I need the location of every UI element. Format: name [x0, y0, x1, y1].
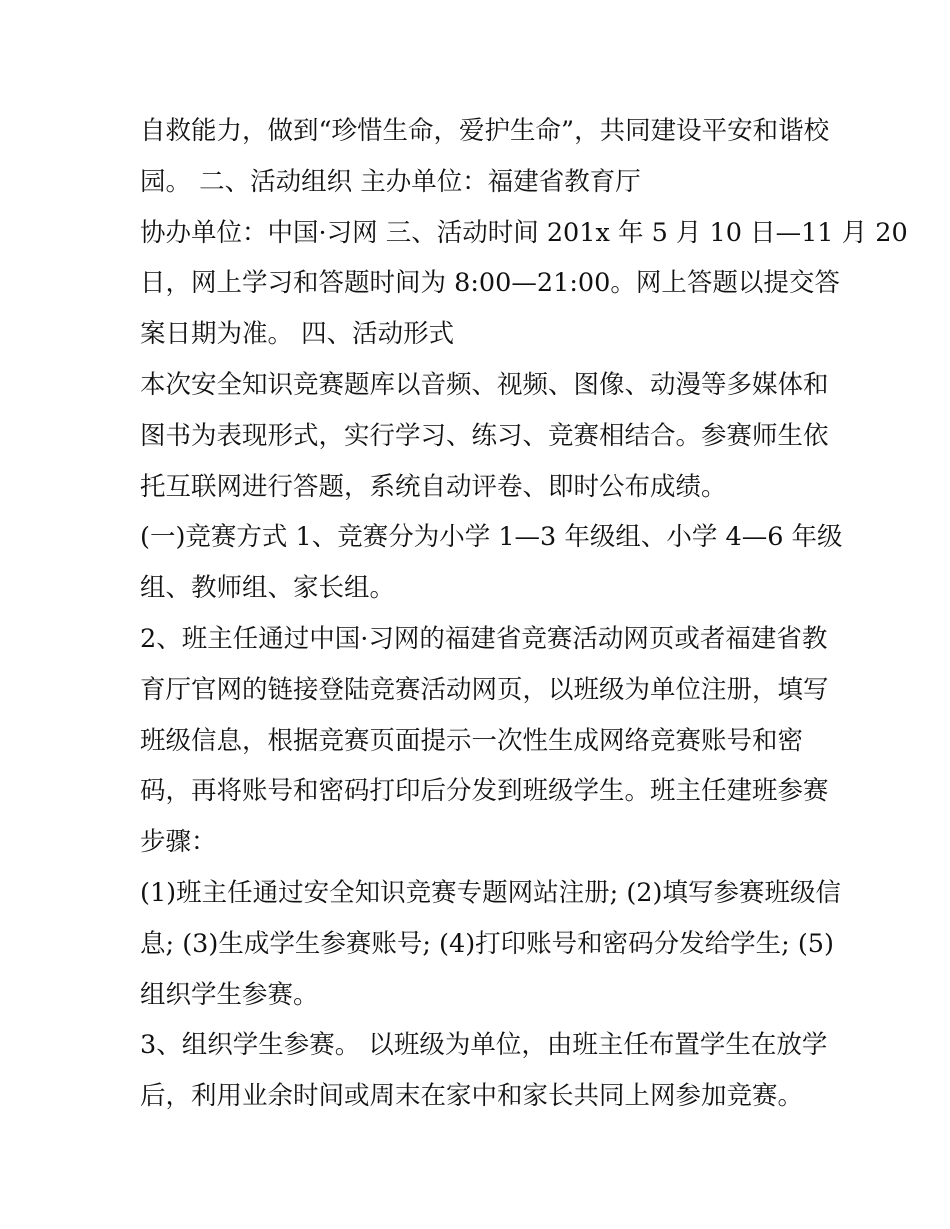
text-line: 步骤：	[140, 827, 217, 858]
text-line: 组、教师组、家长组。	[140, 573, 396, 604]
text-line: 协办单位：中国·习网 三、活动时间 201x 年 5 月 10 日—11 月 20	[140, 217, 908, 248]
text-line: (1)班主任通过安全知识竞赛专题网站注册; (2)填写参赛班级信	[140, 877, 841, 908]
text-line: 园。 二、活动组织 主办单位：福建省教育厅	[140, 166, 641, 197]
text-line: 后，利用业余时间或周末在家中和家长共同上网参加竞赛。	[140, 1081, 804, 1112]
text-line: 2、班主任通过中国·习网的福建省竞赛活动网页或者福建省教	[140, 623, 828, 654]
text-line: 组织学生参赛。	[140, 979, 319, 1010]
text-line: 3、组织学生参赛。 以班级为单位，由班主任布置学生在放学	[140, 1030, 828, 1061]
text-line: 图书为表现形式，实行学习、练习、竞赛相结合。参赛师生依	[140, 420, 829, 451]
text-line: (一)竞赛方式 1、竞赛分为小学 1—3 年级组、小学 4—6 年级	[140, 522, 843, 553]
text-line: 息; (3)生成学生参赛账号; (4)打印账号和密码分发给学生; (5)	[140, 928, 834, 959]
text-line: 班级信息，根据竞赛页面提示一次性生成网络竞赛账号和密	[140, 725, 804, 756]
text-line: 本次安全知识竞赛题库以音频、视频、图像、动漫等多媒体和	[140, 369, 829, 400]
document-body	[140, 106, 908, 1122]
text-line: 日，网上学习和答题时间为 8:00—21:00。网上答题以提交答	[140, 268, 840, 299]
text-line: 案日期为准。 四、活动形式	[140, 319, 455, 350]
text-line: 码，再将账号和密码打印后分发到班级学生。班主任建班参赛	[140, 776, 829, 807]
text-line: 育厅官网的链接登陆竞赛活动网页，以班级为单位注册，填写	[140, 674, 829, 705]
text-line: 自救能力，做到“珍惜生命，爱护生命”，共同建设平安和谐校	[140, 116, 830, 146]
text-line: 托互联网进行答题，系统自动评卷、即时公布成绩。	[140, 471, 727, 502]
